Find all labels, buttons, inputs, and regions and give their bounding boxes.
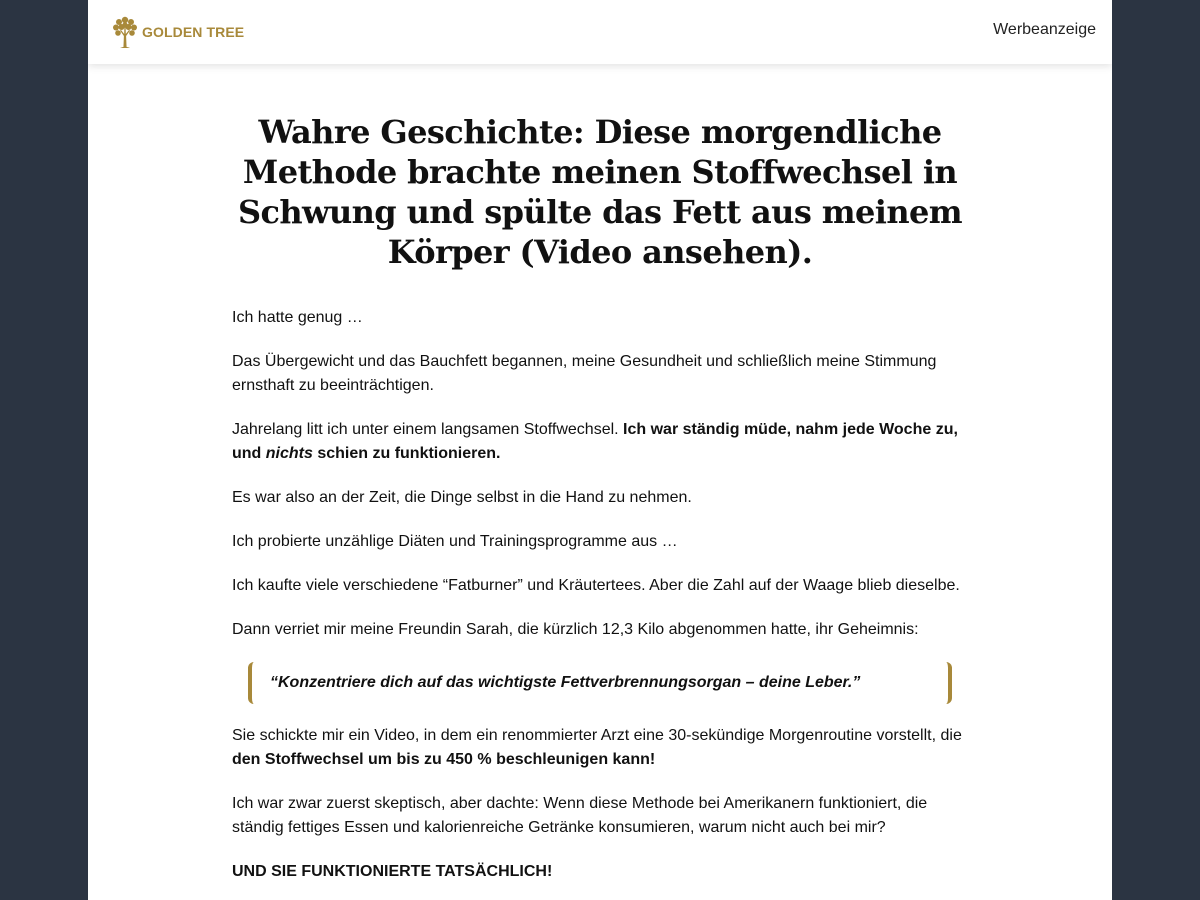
site-header [88, 0, 1112, 64]
paragraph-3-bold-text: Ich war ständig müde, nahm jede Woche zu, und [232, 421, 958, 462]
paragraph-7: Dann verriet mir meine Freundin Sarah, die kürzlich 12,3 Kilo abgenommen hatte, ihr Geheimnis: [232, 621, 919, 638]
paragraph-10 [232, 860, 968, 884]
paragraph-8-text: Sie schickte mir ein Video, in dem ein renommierter Arzt eine 30-sekündige Morgenroutine vorstellt, die [232, 727, 962, 744]
paragraph-3-text: Jahrelang litt ich unter einem langsamen Stoffwechsel. [232, 421, 624, 438]
article-headline: Wahre Geschichte: Diese morgendliche Methode brachte meinen Stoffwechsel in Schwung und spülte das Fett aus meinem Körper (Video ansehen). [237, 113, 963, 271]
paragraph-2: Das Übergewicht und das Bauchfett begannen, meine Gesundheit und schließlich meine Stimmung ernsthaft zu beeinträchtigen. [232, 353, 937, 394]
pull-quote: “Konzentriere dich auf das wichtigste Fettverbrennungsorgan – deine Leber.” [248, 662, 952, 704]
paragraph-1: Ich hatte genug … [232, 309, 363, 326]
article-body [232, 306, 968, 884]
tree-icon [112, 15, 138, 49]
article-page [88, 0, 1112, 900]
paragraph-3 [232, 418, 968, 466]
paragraph-3-italic: nichts [265, 445, 313, 462]
paragraph-9: Ich war zwar zuerst skeptisch, aber dachte: Wenn diese Methode bei Amerikanern funktioniert, die ständig fettiges Essen und kalorienreiche Getränke konsumieren, warum nicht auch bei mir? [232, 795, 928, 836]
paragraph-3-bold-end: schien zu funktionieren. [312, 445, 501, 462]
article-content [232, 112, 968, 900]
logo-text: GOLDEN TREE [142, 24, 245, 40]
paragraph-5: Ich probierte unzählige Diäten und Trainingsprogramme aus … [232, 533, 678, 550]
paragraph-10-bold: UND SIE FUNKTIONIERTE TATSÄCHLICH! [232, 863, 553, 880]
ad-label: Werbeanzeige [993, 21, 1096, 38]
paragraph-4: Es war also an der Zeit, die Dinge selbst in die Hand zu nehmen. [232, 489, 692, 506]
paragraph-8 [232, 724, 968, 772]
paragraph-6: Ich kaufte viele verschiedene “Fatburner” und Kräutertees. Aber die Zahl auf der Waage blieb dieselbe. [232, 577, 960, 594]
golden-tree-logo[interactable] [112, 15, 244, 49]
paragraph-8-bold: den Stoffwechsel um bis zu 450 % beschleunigen kann! [232, 751, 656, 768]
